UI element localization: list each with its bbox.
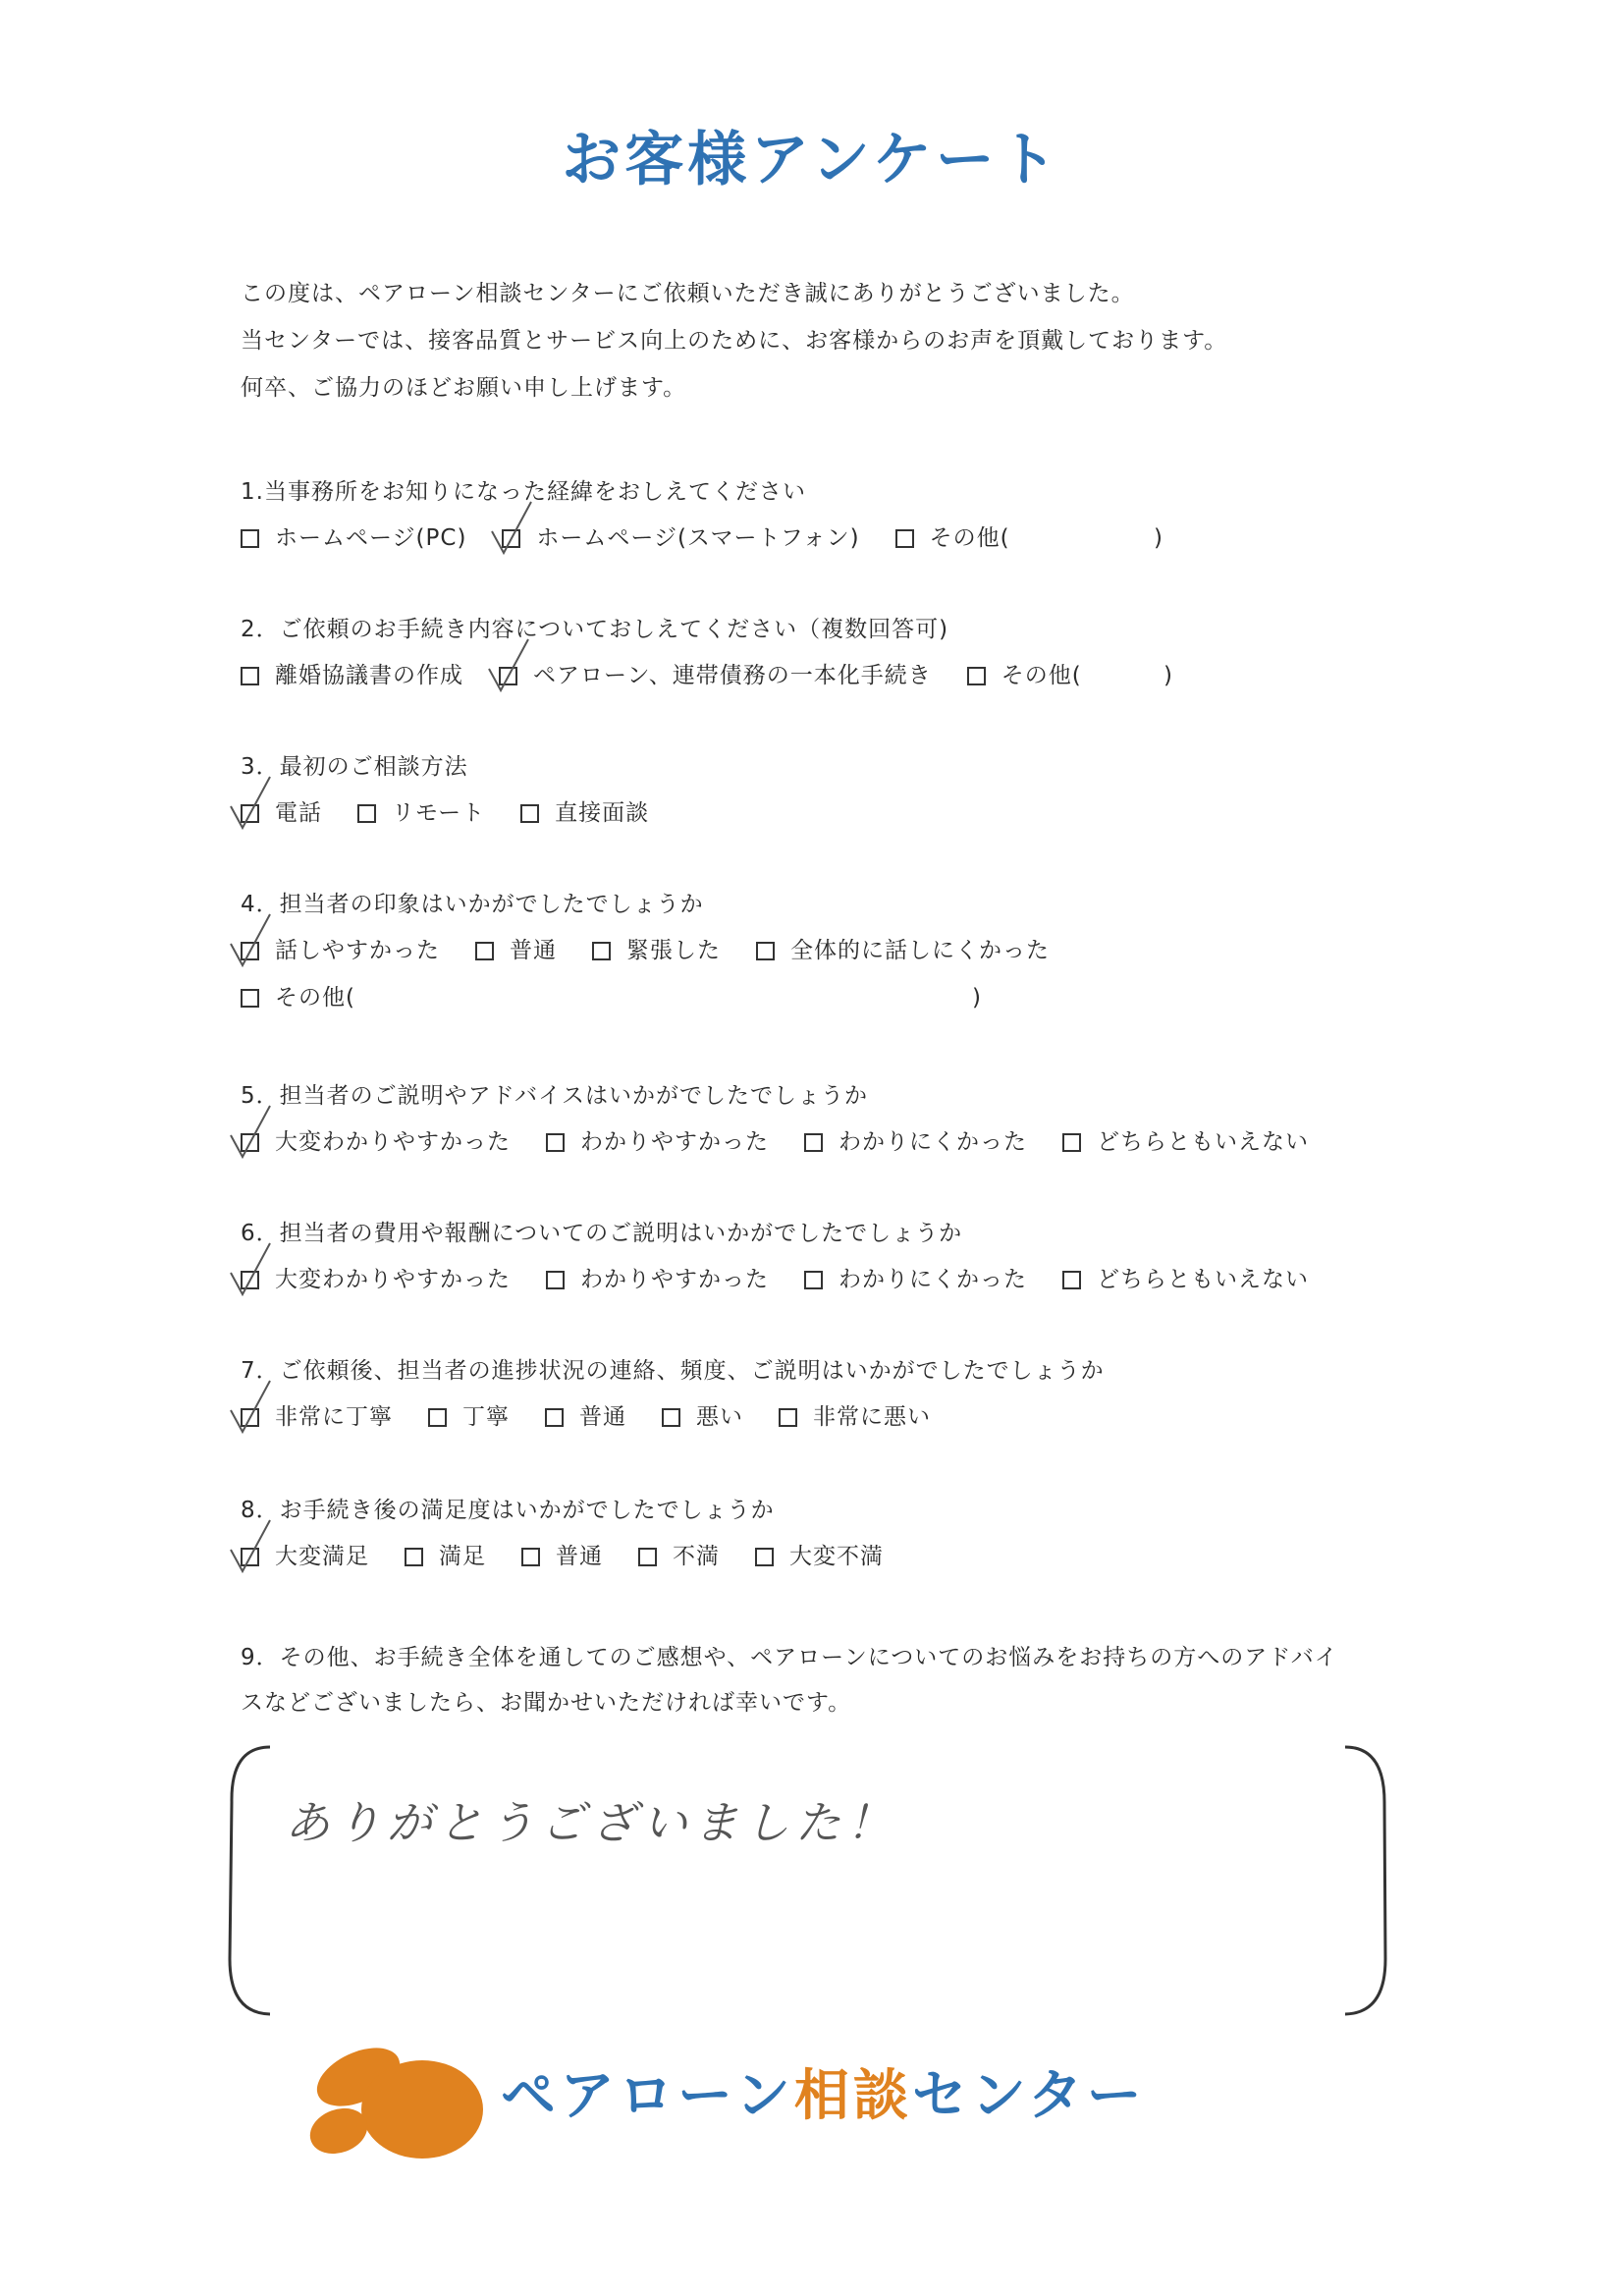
- checkbox-icon[interactable]: [241, 667, 259, 685]
- question-1: [241, 476, 1163, 555]
- checkbox-option[interactable]: [895, 521, 1010, 555]
- option-row: [241, 1125, 1344, 1159]
- handwritten-answer: ありがとうございました！: [285, 1796, 897, 1849]
- checkbox-icon[interactable]: [662, 1408, 680, 1427]
- checkbox-icon[interactable]: [546, 1271, 565, 1289]
- answer-box[interactable]: [226, 1743, 1389, 2018]
- brand-part2: 相談: [793, 2064, 912, 2128]
- option-label: 全体的に話しにくかった: [790, 938, 1050, 963]
- option-label: 直接面談: [555, 800, 650, 826]
- checkbox-option[interactable]: [662, 1400, 743, 1434]
- checkbox-icon[interactable]: [241, 989, 259, 1008]
- checkbox-option[interactable]: [546, 1263, 769, 1296]
- checkbox-icon[interactable]: [779, 1408, 797, 1427]
- option-row: [241, 981, 1085, 1014]
- question-6-text: 6．担当者の費用や報酬についてのご説明はいかがでしたでしょうか: [241, 1221, 963, 1246]
- closing-paren: ): [972, 985, 982, 1011]
- intro-line: この度は、ペアローン相談センターにご依頼いただき誠にありがとうございました。: [241, 281, 1135, 306]
- option-label: 電話: [275, 800, 322, 826]
- checkbox-icon[interactable]: [755, 1548, 774, 1566]
- question-8-text: 8．お手続き後の満足度はいかがでしたでしょうか: [241, 1498, 775, 1523]
- checkbox-icon[interactable]: [1062, 1271, 1081, 1289]
- checkbox-option[interactable]: [241, 934, 440, 967]
- checkbox-icon[interactable]: [241, 529, 259, 548]
- question-5: [241, 1080, 1344, 1159]
- question-4-text: 4．担当者の印象はいかがでしたでしょうか: [241, 892, 704, 917]
- handwritten-check-mark-icon: [227, 773, 274, 832]
- option-row: [241, 1400, 1105, 1434]
- checkbox-icon[interactable]: [638, 1548, 657, 1566]
- intro-line: 何卒、ご協力のほどお願い申し上げます。: [241, 375, 687, 401]
- checkbox-option[interactable]: [967, 659, 1082, 692]
- checkbox-option[interactable]: [502, 521, 859, 555]
- option-label: 緊張した: [626, 938, 721, 963]
- checkbox-option[interactable]: [241, 521, 466, 555]
- question-3-text: 3．最初のご相談方法: [241, 754, 468, 780]
- option-label: 大変わかりやすかった: [275, 1267, 511, 1292]
- option-label: その他(: [275, 985, 355, 1011]
- checkbox-option[interactable]: [241, 981, 355, 1014]
- option-label: わかりにくかった: [839, 1129, 1027, 1155]
- page-title: お客様アンケート: [562, 126, 1061, 194]
- brand-name: [501, 2052, 1146, 2131]
- option-label: わかりにくかった: [839, 1267, 1027, 1292]
- handwritten-check-mark-icon: [227, 1102, 274, 1161]
- checkbox-icon[interactable]: [357, 804, 376, 823]
- checkbox-option[interactable]: [638, 1540, 720, 1573]
- option-label: 大変不満: [789, 1544, 884, 1569]
- brand-logo-icon: [304, 2033, 491, 2165]
- checkbox-icon[interactable]: [1062, 1133, 1081, 1152]
- checkbox-option[interactable]: [1062, 1125, 1309, 1159]
- checkbox-option[interactable]: [241, 1400, 393, 1434]
- closing-paren: ): [1163, 663, 1173, 688]
- option-label: リモート: [392, 800, 486, 826]
- checkbox-option[interactable]: [475, 934, 557, 967]
- checkbox-icon[interactable]: [428, 1408, 447, 1427]
- option-row: [241, 659, 1117, 692]
- option-row: [241, 1540, 919, 1573]
- question-6: [241, 1218, 1344, 1296]
- checkbox-option[interactable]: [592, 934, 721, 967]
- option-label: 離婚協議書の作成: [275, 663, 463, 688]
- option-row: [241, 1263, 1344, 1296]
- option-label: その他(: [1001, 663, 1082, 688]
- question-2-text: 2．ご依頼のお手続き内容についておしえてください（複数回答可): [241, 617, 949, 642]
- checkbox-option[interactable]: [357, 796, 485, 830]
- checkbox-option[interactable]: [521, 1540, 603, 1573]
- handwritten-check-mark-icon: [488, 498, 535, 557]
- checkbox-icon[interactable]: [475, 942, 494, 960]
- question-9-text-line1: 9．その他、お手続き全体を通してのご感想や、ペアローンについてのお悩みをお持ちの方へのアドバイ: [241, 1645, 1338, 1670]
- option-label: 不満: [673, 1544, 720, 1569]
- brand-part1: ペアローン: [501, 2064, 794, 2128]
- option-row: [241, 934, 1085, 967]
- question-7: [241, 1355, 1105, 1434]
- option-label: ホームページ(PC): [275, 525, 467, 551]
- checkbox-option[interactable]: [428, 1400, 510, 1434]
- checkbox-option[interactable]: [804, 1125, 1027, 1159]
- checkbox-icon[interactable]: [756, 942, 775, 960]
- option-label: 普通: [579, 1404, 626, 1430]
- question-9-text-line2: スなどございましたら、お聞かせいただければ幸いです。: [241, 1690, 852, 1716]
- checkbox-option[interactable]: [241, 1263, 511, 1296]
- checkbox-option[interactable]: [1062, 1263, 1309, 1296]
- option-label: 非常に悪い: [813, 1404, 931, 1430]
- checkbox-icon[interactable]: [804, 1271, 823, 1289]
- option-label: 普通: [510, 938, 557, 963]
- option-label: 話しやすかった: [275, 938, 440, 963]
- brand-part3: センター: [911, 2064, 1146, 2128]
- question-2: [241, 614, 1173, 692]
- checkbox-option[interactable]: [241, 1540, 369, 1573]
- checkbox-option[interactable]: [241, 659, 463, 692]
- checkbox-option[interactable]: [405, 1540, 486, 1573]
- option-row: [241, 796, 684, 830]
- checkbox-option[interactable]: [546, 1125, 769, 1159]
- option-label: わかりやすかった: [580, 1129, 769, 1155]
- option-row: [241, 521, 1046, 555]
- checkbox-icon[interactable]: [546, 1133, 565, 1152]
- option-label: 満足: [439, 1544, 486, 1569]
- checkbox-option[interactable]: [499, 659, 932, 692]
- option-label: 悪い: [696, 1404, 743, 1430]
- checkbox-icon[interactable]: [967, 667, 986, 685]
- handwritten-check-mark-icon: [227, 1239, 274, 1298]
- checkbox-icon[interactable]: [405, 1548, 423, 1566]
- handwritten-check-mark-icon: [227, 910, 274, 969]
- question-9: [241, 1635, 1389, 1725]
- option-label: 丁寧: [462, 1404, 510, 1430]
- handwritten-check-mark-icon: [227, 1516, 274, 1575]
- checkbox-icon[interactable]: [592, 942, 611, 960]
- option-label: どちらともいえない: [1097, 1129, 1309, 1155]
- option-label: どちらともいえない: [1097, 1267, 1309, 1292]
- question-3: [241, 751, 684, 830]
- handwritten-check-mark-icon: [227, 1377, 274, 1436]
- checkbox-icon[interactable]: [895, 529, 914, 548]
- checkbox-option[interactable]: [241, 796, 322, 830]
- checkbox-option[interactable]: [545, 1400, 626, 1434]
- option-label: ホームページ(スマートフォン): [536, 525, 860, 551]
- checkbox-option[interactable]: [241, 1125, 511, 1159]
- question-5-text: 5．担当者のご説明やアドバイスはいかがでしたでしょうか: [241, 1083, 868, 1109]
- intro-line: 当センターでは、接客品質とサービス向上のために、お客様からのお声を頂戴しております。: [241, 328, 1228, 354]
- question-4: [241, 889, 1085, 1014]
- intro-text: [241, 270, 1227, 411]
- option-label: その他(: [929, 525, 1010, 551]
- checkbox-icon[interactable]: [520, 804, 539, 823]
- option-label: 普通: [556, 1544, 603, 1569]
- option-label: 大変満足: [275, 1544, 369, 1569]
- checkbox-option[interactable]: [804, 1263, 1027, 1296]
- question-7-text: 7．ご依頼後、担当者の進捗状況の連絡、頻度、ご説明はいかがでしたでしょうか: [241, 1358, 1105, 1384]
- option-label: 大変わかりやすかった: [275, 1129, 511, 1155]
- question-1-text: 1.当事務所をお知りになった経緯をおしえてください: [241, 479, 806, 505]
- checkbox-option[interactable]: [779, 1400, 931, 1434]
- question-8: [241, 1495, 919, 1573]
- option-label: 非常に丁寧: [275, 1404, 393, 1430]
- closing-paren: ): [1154, 525, 1163, 551]
- checkbox-icon[interactable]: [804, 1133, 823, 1152]
- option-label: わかりやすかった: [580, 1267, 769, 1292]
- checkbox-option[interactable]: [756, 934, 1050, 967]
- option-label: ペアローン、連帯債務の一本化手続き: [533, 663, 932, 688]
- checkbox-icon[interactable]: [521, 1548, 540, 1566]
- checkbox-icon[interactable]: [545, 1408, 564, 1427]
- checkbox-option[interactable]: [520, 796, 649, 830]
- checkbox-option[interactable]: [755, 1540, 884, 1573]
- handwritten-check-mark-icon: [485, 635, 532, 694]
